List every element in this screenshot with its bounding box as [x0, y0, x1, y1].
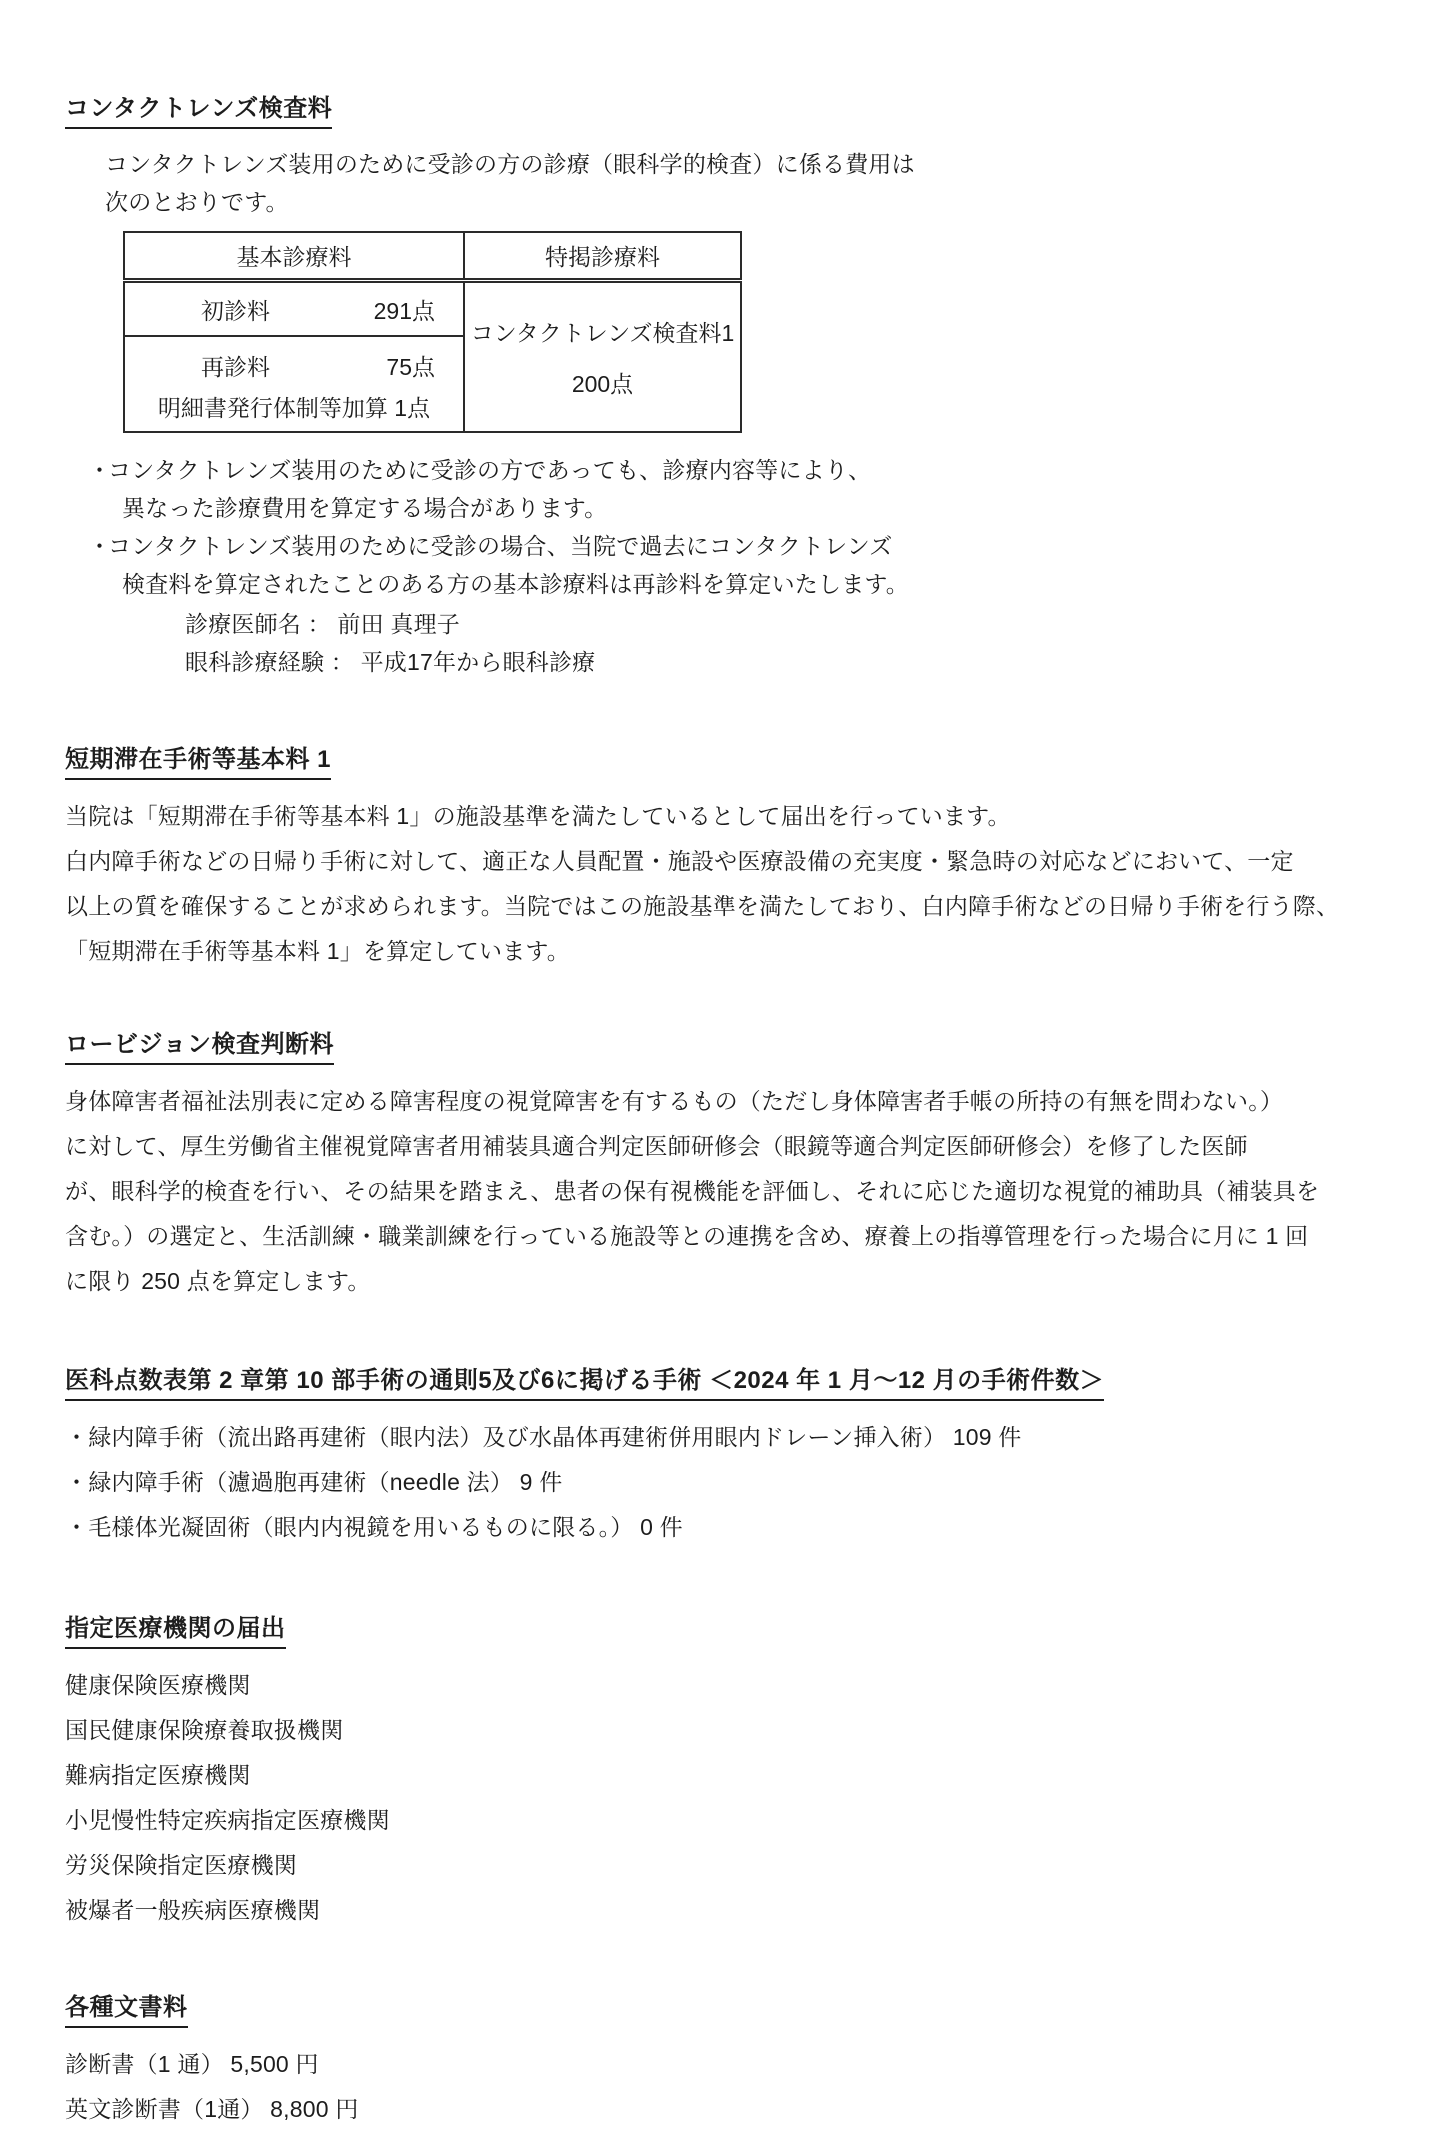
note-line: コンタクトレンズ装用のために受診の場合、当院で過去にコンタクトレンズ: [108, 533, 893, 559]
contact-lens-fee-cell: [464, 281, 741, 433]
list-item: 国民健康保険療養取扱機関: [65, 1717, 344, 1743]
paragraph-line: に限り 250 点を算定します。: [65, 1268, 371, 1294]
contact-lens-heading-row: [65, 88, 1398, 129]
revisit-label: 再診料: [201, 353, 270, 380]
low-vision-paragraph: [65, 1079, 1398, 1304]
document-fees-list: [65, 2042, 1398, 2132]
note-lines: [108, 527, 909, 603]
section-heading: 指定医療機関の届出: [65, 1608, 286, 1649]
note-item: [88, 527, 1398, 603]
first-visit-points: 291点: [373, 297, 435, 324]
section-low-vision-fee: [65, 1024, 1398, 1304]
section-heading: 短期滞在手術等基本料 1: [65, 739, 331, 780]
note-line: コンタクトレンズ装用のために受診の方であっても、診療内容等により、: [108, 457, 872, 483]
note-line: 異なった診療費用を算定する場合があります。: [122, 495, 608, 521]
list-item: 労災保険指定医療機関: [65, 1852, 297, 1878]
fee-table: [123, 231, 742, 433]
contact-lens-fee-name: コンタクトレンズ検査料1: [470, 320, 735, 346]
revisit-split: [125, 342, 463, 388]
list-item: 小児慢性特定疾病指定医療機関: [65, 1807, 390, 1833]
list-item: 英文診断書（1通） 8,800 円: [65, 2096, 359, 2122]
intro-line: 次のとおりです。: [105, 189, 289, 215]
list-item: 被爆者一般疾病医療機関: [65, 1897, 321, 1923]
list-item: 診断書（1 通） 5,500 円: [65, 2051, 319, 2077]
list-item: ・毛様体光凝固術（眼内内視鏡を用いるものに限る。） 0 件: [65, 1514, 683, 1540]
bullet-glyph: ・: [88, 457, 111, 483]
surgery-counts-list: [65, 1415, 1398, 1550]
doctor-info: [185, 605, 1398, 681]
designated-institutions-list: [65, 1663, 1398, 1933]
contact-lens-fee-points: 200点: [571, 371, 634, 397]
section-document-fees: [65, 1987, 1398, 2132]
first-visit-label: 初診料: [201, 297, 270, 324]
contact-lens-notes: [88, 451, 1398, 603]
intro-line: コンタクトレンズ装用のために受診の方の診療（眼科学的検査）に係る費用は: [105, 151, 915, 177]
section-surgery-counts: [65, 1360, 1398, 1550]
paragraph-line: が、眼科学的検査を行い、その結果を踏まえ、患者の保有視機能を評価し、それに応じた適切な視覚的補助具（補装具を: [65, 1178, 1320, 1204]
first-visit-cell: [124, 281, 464, 337]
section-heading: 医科点数表第 2 章第 10 部手術の通則5及び6に掲げる手術 ＜2024 年 1 月～12 月の手術件数＞: [65, 1360, 1104, 1401]
list-item: ・緑内障手術（濾過胞再建術（needle 法） 9 件: [65, 1469, 563, 1495]
doctor-name-line: 診療医師名 ： 前田 真理子: [185, 611, 460, 637]
special-fee-header-cell: 特掲診療料: [464, 232, 741, 281]
note-lines: [108, 451, 871, 527]
document-fees-heading-row: [65, 1987, 1398, 2028]
paragraph-line: に対して、厚生労働省主催視覚障害者用補装具適合判定医師研修会（眼鏡等適合判定医師研修会）を修了した医師: [65, 1133, 1248, 1159]
section-designated-institutions: [65, 1608, 1398, 1933]
designated-heading-row: [65, 1608, 1398, 1649]
fee-table-header-row: [124, 232, 741, 281]
paragraph-line: 白内障手術などの日帰り手術に対して、適正な人員配置・施設や医療設備の充実度・緊急時の対応などにおいて、一定: [65, 848, 1294, 874]
section-short-stay-fee: [65, 739, 1398, 974]
paragraph-line: 「短期滞在手術等基本料 1」を算定しています。: [65, 938, 570, 964]
list-item: 健康保険医療機関: [65, 1672, 251, 1698]
fee-table-row-first-visit: [124, 281, 741, 337]
first-visit-split: [125, 293, 463, 326]
section-contact-lens-fee: [65, 88, 1398, 681]
paragraph-line: 含む。）の選定と、生活訓練・職業訓練を行っている施設等との連携を含め、療養上の指導管理を行った場合に月に 1 回: [65, 1223, 1309, 1249]
revisit-points: 75点: [386, 353, 435, 380]
short-stay-heading-row: [65, 739, 1398, 780]
low-vision-heading-row: [65, 1024, 1398, 1065]
note-line: 検査料を算定されたことのある方の基本診療料は再診料を算定いたします。: [122, 571, 909, 597]
contact-lens-intro: [105, 145, 1398, 221]
paragraph-line: 以上の質を確保することが求められます。当院ではこの施設基準を満たしており、白内障手術などの日帰り手術を行う際、: [65, 893, 1340, 919]
section-heading: コンタクトレンズ検査料: [65, 88, 332, 129]
section-heading: ロービジョン検査判断料: [65, 1024, 334, 1065]
paragraph-line: 当院は「短期滞在手術等基本料 1」の施設基準を満たしているとして届出を行っています。: [65, 803, 1011, 829]
paragraph-line: 身体障害者福祉法別表に定める障害程度の視覚障害を有するもの（ただし身体障害者手帳の所持の有無を問わない。）: [65, 1088, 1284, 1114]
statement-surcharge-note: 明細書発行体制等加算 1点: [157, 395, 431, 421]
note-item: [88, 451, 1398, 527]
bullet-glyph: ・: [88, 533, 111, 559]
section-heading: 各種文書料: [65, 1987, 188, 2028]
doctor-experience-line: 眼科診療経験 ： 平成17年から眼科診療: [185, 649, 596, 675]
revisit-cell: [124, 336, 464, 432]
surgery-counts-heading-row: [65, 1360, 1398, 1401]
list-item: 難病指定医療機関: [65, 1762, 251, 1788]
basic-fee-header-cell: 基本診療料: [124, 232, 464, 281]
short-stay-paragraph: [65, 794, 1398, 974]
list-item: ・緑内障手術（流出路再建術（眼内法）及び水晶体再建術併用眼内ドレーン挿入術） 109 件: [65, 1424, 1022, 1450]
